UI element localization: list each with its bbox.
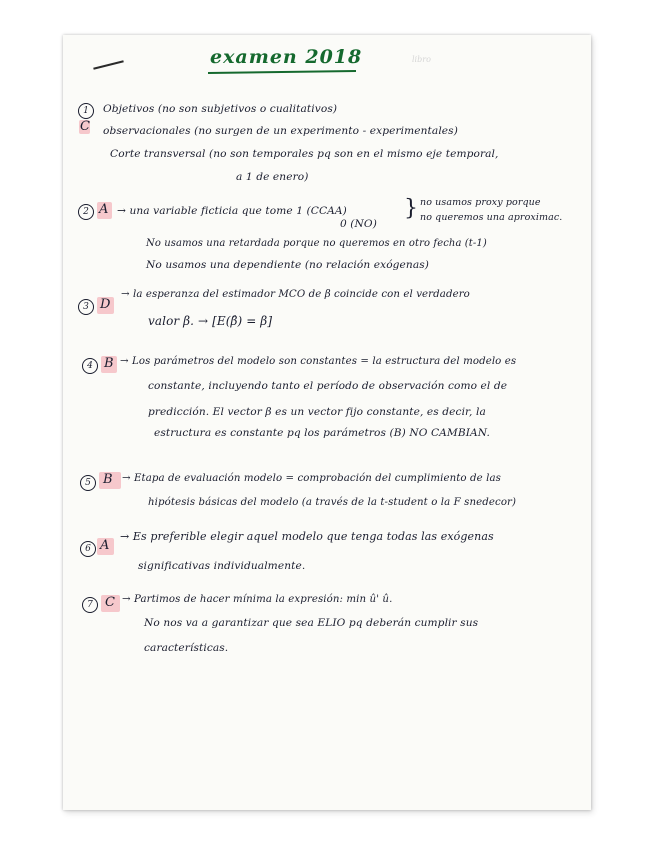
item-2-line-2: 0 (NO) [340, 218, 377, 230]
item-5-number: 5 [80, 475, 96, 491]
item-4-answer: B [104, 356, 114, 371]
item-4-line-2: constante, incluyendo tanto el período de observación como el de [148, 380, 508, 392]
item-2-answer: A [99, 202, 109, 217]
item-1-answer: C [80, 119, 90, 134]
item-4-line-4: estructura es constante pq los parámetros (B) NO CAMBIAN. [154, 427, 490, 439]
item-3-line-1: → la esperanza del estimador MCO de β coincide con el verdadero [121, 289, 470, 300]
item-6-answer: A [100, 538, 110, 553]
item-1-line-3: Corte transversal (no son temporales pq son en el mismo eje temporal, [110, 148, 499, 160]
item-6-line-2: significativas individualmente. [138, 560, 306, 572]
item-3-line-2: valor β. → [E(β̂) = β] [148, 314, 273, 328]
item-3-number: 3 [78, 299, 94, 315]
corner-note: libro [412, 55, 431, 64]
item-4-line-1: → Los parámetros del modelo son constantes = la estructura del modelo es [120, 356, 517, 367]
item-6-line-1: → Es preferible elegir aquel modelo que tenga todas las exógenas [120, 530, 494, 543]
item-6-number: 6 [80, 541, 96, 557]
item-2-line-3: no usamos proxy porque [420, 197, 541, 208]
item-7-answer: C [105, 595, 115, 610]
item-2-line-4: no queremos una aproximac. [420, 212, 563, 223]
item-7-number: 7 [82, 597, 98, 613]
item-1-line-2: observacionales (no surgen de un experimento - experimentales) [103, 125, 458, 137]
item-5-line-1: → Etapa de evaluación modelo = comprobación del cumplimiento de las [122, 473, 501, 484]
item-2-line-1: → una variable ficticia que tome 1 (CCAA) [117, 205, 347, 217]
item-7-line-2: No nos va a garantizar que sea ELIO pq deberán cumplir sus [144, 617, 479, 629]
item-1-number: 1 [78, 103, 94, 119]
item-2-line-5: No usamos una retardada porque no queremos en otro fecha (t-1) [146, 238, 487, 249]
item-4-line-3: predicción. El vector β es un vector fijo constante, es decir, la [148, 406, 486, 418]
item-2-number: 2 [78, 204, 94, 220]
item-3-answer: D [100, 297, 111, 312]
item-1-line-4: a 1 de enero) [236, 171, 309, 183]
page-title: examen 2018 [210, 46, 363, 68]
item-1-line-1: Objetivos (no son subjetivos o cualitativos) [103, 103, 338, 115]
curly-brace: } [404, 196, 418, 221]
item-7-line-1: → Partimos de hacer mínima la expresión: min û' û. [122, 594, 393, 605]
item-2-line-6: No usamos una dependiente (no relación exógenas) [146, 259, 430, 271]
item-5-answer: B [103, 472, 113, 487]
item-7-line-3: características. [144, 642, 229, 654]
item-5-line-2: hipótesis básicas del modelo (a través de la t-student o la F snedecor) [148, 497, 517, 508]
item-4-number: 4 [82, 358, 98, 374]
